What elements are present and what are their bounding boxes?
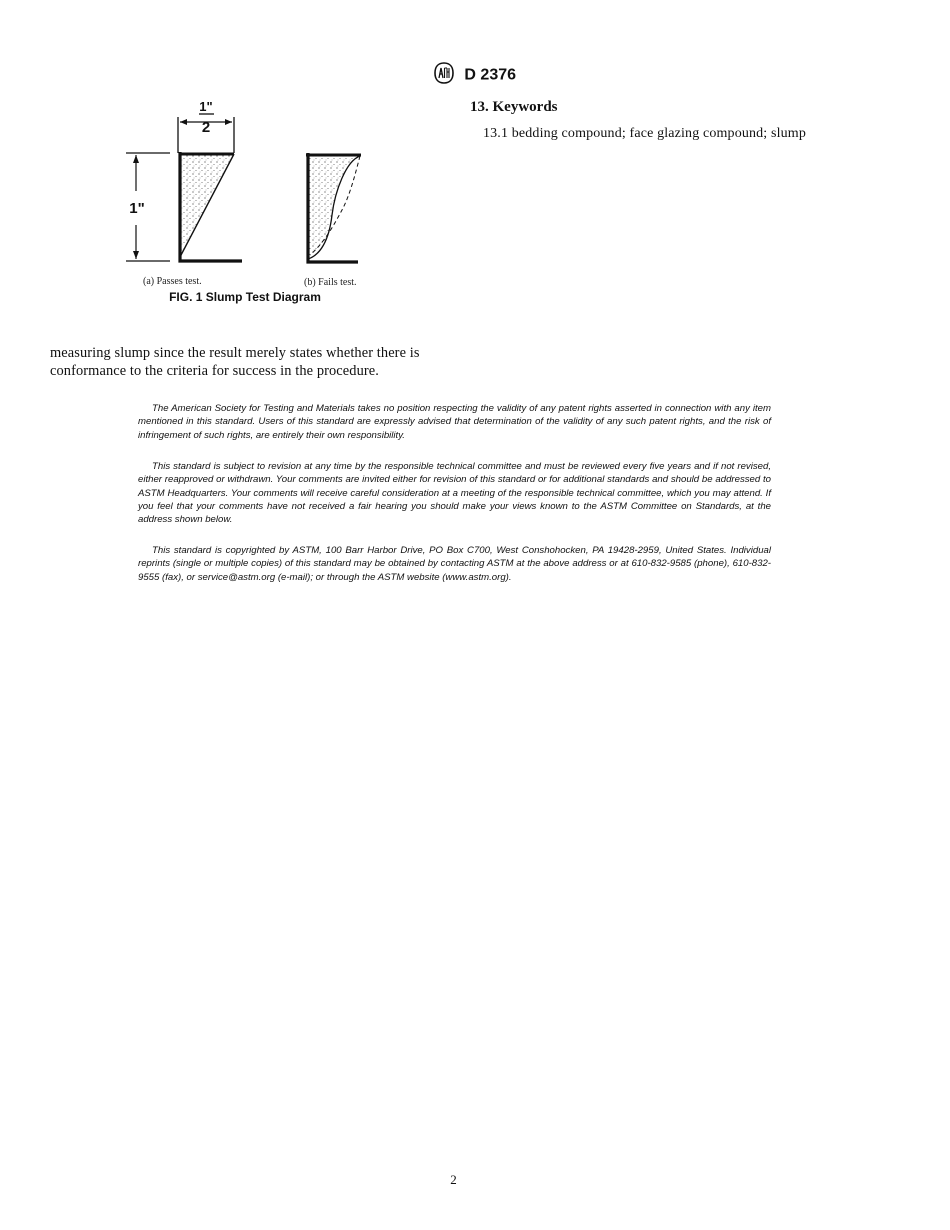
passes-test-shape [180,152,242,261]
slump-test-diagram [120,95,380,295]
copyright-notice-text: This standard is copyrighted by ASTM, 100 Barr Harbor Drive, PO Box C700, West Conshohocken, PA 19428-2959, United States. Individual reprints (single or multiple copies) of this standard may be obtained by contacting ASTM at the above address or at 610-832-9585 (phone), 610-832-9555 (fax), or service@astm.org (e-mail); or through the ASTM website (www.astm.org). [138,545,771,583]
height-dimension [126,153,170,261]
standard-designation: D 2376 [464,66,517,84]
body-line-1: measuring slump since the result merely states whether there is [50,345,420,361]
copyright-notice [138,544,771,584]
slump-test-figure [120,95,380,295]
revision-notice [138,460,771,526]
height-label: 1" [129,200,145,217]
astm-logo-icon [434,62,454,89]
label-passes-test: (a) Passes test. [143,276,202,287]
section-text: 13.1 bedding compound; face glazing compound; slump [483,126,806,141]
body-line-2: conformance to the criteria for success in the procedure. [50,363,379,379]
label-fails-test: (b) Fails test. [304,277,357,288]
revision-notice-text: This standard is subject to revision at any time by the responsible technical committee and must be reviewed every five years and if not revised, either reapproved or withdrawn. Your comments are invited either for revision of this standard or for additional standards and should be addressed to ASTM Headquarters. Your comments will receive careful consideration at a meeting of the responsible technical committee, which you may attend. If you feel that your comments have not received a fair hearing you should make your views known to the ASTM Committee on Standards, at the address shown below. [138,461,771,526]
page-header [0,62,950,89]
patent-notice [138,402,771,442]
width-label-denominator: 2 [201,119,211,136]
patent-notice-text: The American Society for Testing and Materials takes no position respecting the validity of any patent rights asserted in connection with any item mentioned in this standard. Users of this standard are expressly advised that determination of the validity of any such patent rights, and the risk of infringement of such rights, are entirely their own responsibility. [138,403,771,441]
width-dimension [178,99,234,153]
fails-test-shape [306,153,361,262]
page-number: 2 [450,1172,457,1187]
figure-caption: FIG. 1 Slump Test Diagram [169,290,321,304]
width-label-numerator: 1" [199,99,213,114]
section-title: 13. Keywords [470,99,558,115]
